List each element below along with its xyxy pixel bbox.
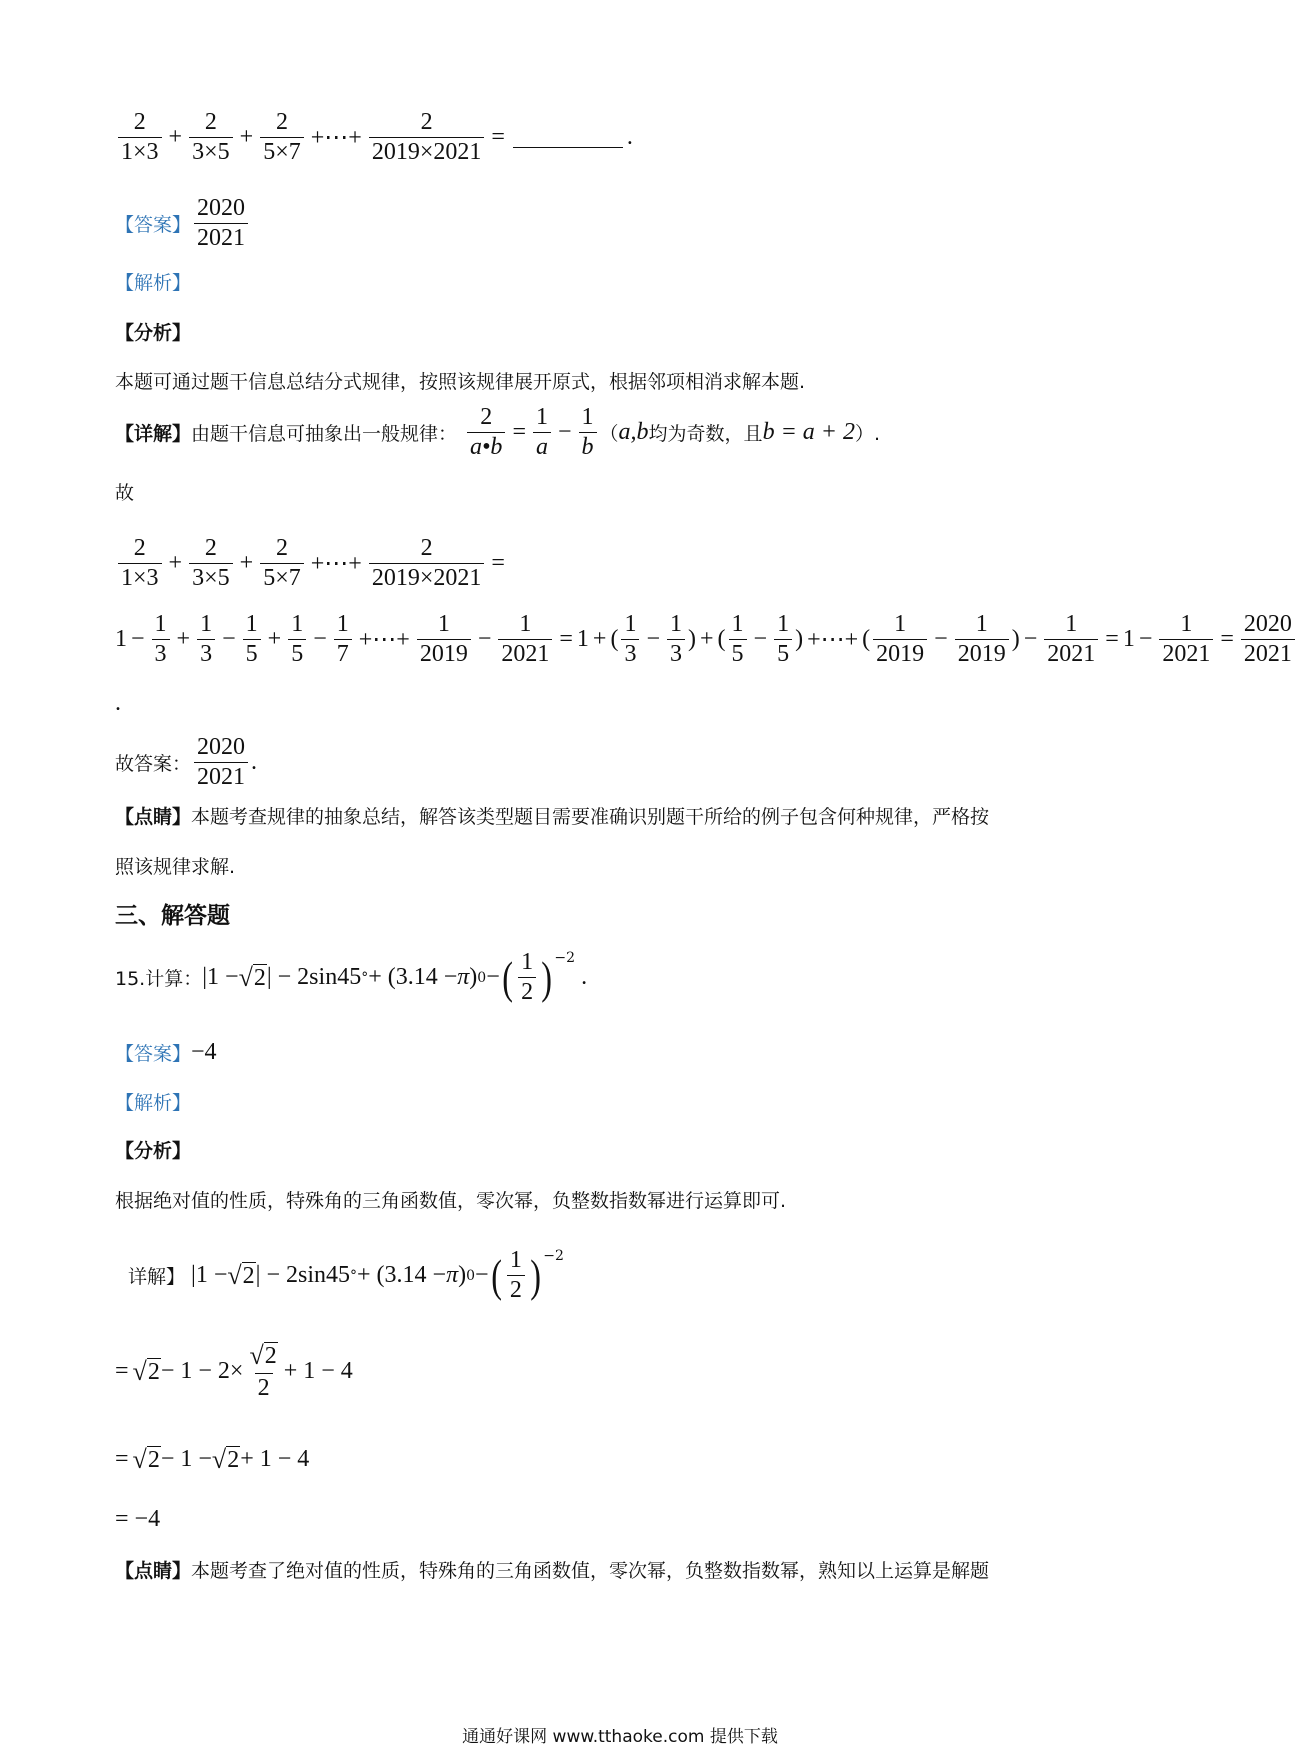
dianjing-line bbox=[115, 802, 989, 829]
period: . bbox=[626, 124, 633, 151]
fraction: $\frac{1}{2}$ bbox=[518, 950, 536, 1005]
ellipsis: +⋯+ bbox=[310, 125, 362, 152]
answer-tag: 【答案】 bbox=[115, 1043, 192, 1065]
question-15: 15.计算： |1 − √ 2 | − 2sin45 ° + (3.14 − π ) 0 − ( $\frac{1}{2}$ ) $^{-2}$ . bbox=[115, 949, 588, 1006]
fraction: $\frac{1}{2021}$ bbox=[1044, 612, 1098, 667]
final-answer-line: 故答案： $\frac{2020}{2021}$ . bbox=[115, 734, 258, 791]
fraction: $\frac{2}{a•b}$ bbox=[467, 405, 505, 460]
fraction: $\frac{1}{7}$ bbox=[334, 612, 352, 667]
ellipsis: +⋯+ bbox=[310, 551, 362, 578]
fraction: $\frac{2}{5\times 7}$ bbox=[260, 110, 304, 165]
fenxi-text: 根据绝对值的性质，特殊角的三角函数值，零次幂，负整数指数幂进行运算即可. bbox=[115, 1190, 787, 1212]
condition-expr: b = a + 2 bbox=[762, 419, 855, 446]
detail-line: 详解】 |1 − √ 2 | − 2sin45 ° + (3.14 − π ) 0 − ( $\frac{1}{2}$ ) $^{-2}$ bbox=[128, 1247, 564, 1304]
fraction: $\frac{1}{2}$ bbox=[507, 1248, 525, 1303]
answer-line bbox=[115, 196, 251, 251]
dianjing-line bbox=[115, 1556, 989, 1583]
sqrt: √ 2 bbox=[132, 1445, 160, 1475]
equals-sign: = bbox=[491, 124, 505, 151]
paren: ）. bbox=[854, 423, 880, 446]
analysis-tag: 【解析】 bbox=[115, 1092, 192, 1114]
equals-sign: = bbox=[491, 550, 505, 577]
plus-sign: + bbox=[239, 124, 254, 151]
fraction: $\frac{1}{a}$ bbox=[533, 405, 551, 460]
final-answer-label: 故答案： bbox=[115, 753, 192, 776]
fenxi-text: 本题可通过题干信息总结分式规律，按照该规律展开原式，根据邻项相消求解本题. bbox=[115, 371, 806, 393]
fraction: $\frac{2}{3\times 5}$ bbox=[189, 536, 233, 591]
sum-expression bbox=[115, 536, 509, 591]
fraction: $\frac{1}{5}$ bbox=[243, 612, 261, 667]
fenxi-tag: 【分析】 bbox=[115, 322, 192, 344]
variables: a,b bbox=[618, 419, 649, 446]
plus-sign: + bbox=[168, 124, 183, 151]
fraction: $\frac{1}{3}$ bbox=[152, 612, 170, 667]
fraction: $\frac{2}{5\times 7}$ bbox=[260, 536, 304, 591]
sqrt: √ 2 bbox=[132, 1357, 160, 1387]
answer-blank bbox=[513, 127, 623, 148]
plus-sign: + bbox=[168, 550, 183, 577]
fraction: $\frac{2}{2019\times 2021}$ bbox=[369, 536, 485, 591]
step-1: = √ 2 − 1 − 2× √ 2 2 + 1 − 4 bbox=[115, 1341, 353, 1401]
result-fraction: $\frac{2020}{2021}$ bbox=[1241, 612, 1295, 667]
dianjing-text: 本题考查规律的抽象总结，解答该类型题目需要准确识别题干所给的例子包含何种规律，严格按 bbox=[191, 806, 990, 828]
fraction: $\frac{1}{5}$ bbox=[288, 612, 306, 667]
fraction: $\frac{2}{3\times 5}$ bbox=[189, 110, 233, 165]
detail-line bbox=[115, 405, 880, 460]
answer-value: −4 bbox=[191, 1039, 217, 1065]
fraction: $\frac{1}{2021}$ bbox=[498, 612, 552, 667]
therefore: 故 bbox=[115, 482, 135, 504]
sqrt: √ 2 bbox=[238, 963, 266, 993]
fraction: $\frac{2}{1\times 3}$ bbox=[118, 110, 162, 165]
sqrt: √ 2 bbox=[227, 1261, 255, 1291]
fenxi-tag: 【分析】 bbox=[115, 1140, 192, 1162]
plus-sign: + bbox=[239, 550, 254, 577]
fraction: $\frac{1}{3}$ bbox=[621, 612, 639, 667]
step-2: = √ 2 − 1 − √ 2 + 1 − 4 bbox=[115, 1445, 310, 1475]
detail-text: 由题干信息可抽象出一般规律： bbox=[191, 423, 458, 446]
answer-fraction: $\frac{2020}{2021}$ bbox=[194, 196, 248, 251]
equals-sign: = bbox=[512, 419, 526, 446]
analysis-tag: 【解析】 bbox=[115, 272, 192, 294]
dianjing-text: 本题考查了绝对值的性质，特殊角的三角函数值，零次幂，负整数指数幂，熟知以上运算是解题 bbox=[191, 1560, 990, 1582]
fraction: $\frac{1}{5}$ bbox=[774, 612, 792, 667]
question-label: 15.计算： bbox=[115, 968, 203, 991]
condition-text: 均为奇数，且 bbox=[648, 423, 763, 446]
fraction: $\frac{1}{2019}$ bbox=[417, 612, 471, 667]
dianjing-text-cont: 照该规律求解. bbox=[115, 856, 236, 878]
fraction: √ 2 2 bbox=[249, 1341, 277, 1401]
fraction: $\frac{1}{3}$ bbox=[667, 612, 685, 667]
detail-tag: 详解】 bbox=[128, 1266, 186, 1289]
fraction: $\frac{2}{1\times 3}$ bbox=[118, 536, 162, 591]
period: . bbox=[115, 690, 121, 716]
paren: （ bbox=[599, 423, 619, 446]
fraction: $\frac{1}{2019}$ bbox=[873, 612, 927, 667]
section-heading: 三、解答题 bbox=[115, 903, 230, 929]
fraction: $\frac{1}{2021}$ bbox=[1159, 612, 1213, 667]
dianjing-tag: 【点睛】 bbox=[115, 806, 192, 828]
sqrt: √ 2 bbox=[211, 1445, 240, 1475]
minus-sign: − bbox=[557, 419, 572, 446]
fraction: $\frac{1}{b}$ bbox=[579, 405, 597, 460]
fraction: $\frac{1}{3}$ bbox=[197, 612, 215, 667]
page-footer: 通通好课网 www.tthaoke.com 提供下载 bbox=[462, 1727, 778, 1747]
answer-tag: 【答案】 bbox=[115, 214, 192, 237]
fraction: $\frac{1}{5}$ bbox=[729, 612, 747, 667]
dianjing-tag: 【点睛】 bbox=[115, 1560, 192, 1582]
detail-tag: 【详解】 bbox=[115, 423, 192, 446]
fraction: $\frac{1}{2019}$ bbox=[955, 612, 1009, 667]
problem-14-expression bbox=[115, 110, 633, 165]
step-3: = −4 bbox=[115, 1506, 161, 1532]
expansion-line: 1 − $\frac{1}{3}$ + $\frac{1}{3}$ − $\frac{1}{5}$ + $\frac{1}{5}$ − $\frac{1}{7}$ +⋯+ $\frac{1}{2019}$ − $\frac{1}{2021}$ = 1 + ( $\frac{1}{3}$ − $\frac{1}{3}$ ) + ( $\frac{1}{5}$ − $\frac{1}{5}$ ) +⋯+ ( $\frac{1}{2019}$ − $\frac{1}{2019}$ ) − $\frac{1}{2021}$ = 1 − $\frac{1}{2021}$ = $\frac{2020}{2021}$ bbox=[115, 612, 1298, 667]
answer-line bbox=[115, 1039, 217, 1066]
fraction: $\frac{2}{2019\times 2021}$ bbox=[369, 110, 485, 165]
fraction: $\frac{2020}{2021}$ bbox=[194, 735, 248, 790]
